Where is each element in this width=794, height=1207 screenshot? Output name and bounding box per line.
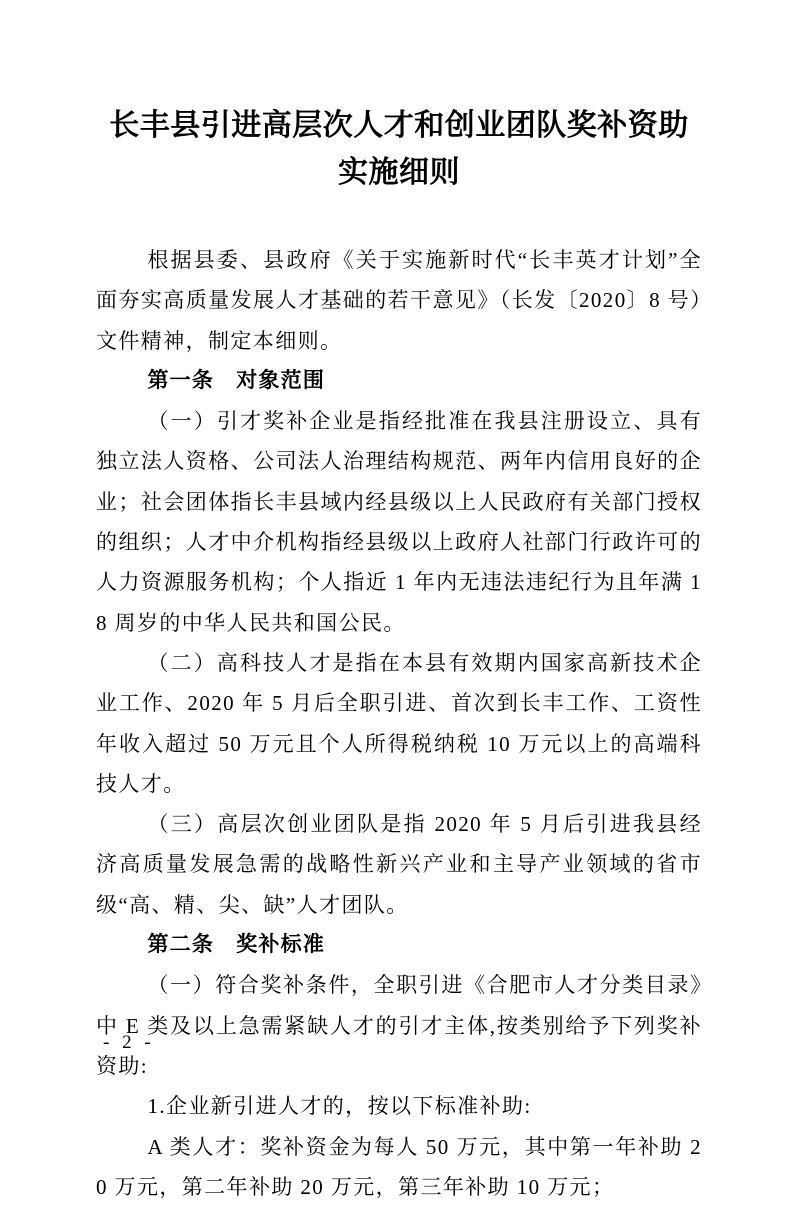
- paragraph: （二）高科技人才是指在本县有效期内国家高新技术企业工作、2020 年 5 月后全职引进、首次到长丰工作、工资性年收入超过 50 万元且个人所得税纳税 10 万元以上的高端科技人才。: [96, 650, 702, 796]
- paragraph: 1.企业新引进人才的，按以下标准补助:: [147, 1094, 532, 1119]
- section-heading: 第一条 对象范围: [147, 368, 326, 392]
- document-title: [96, 102, 702, 196]
- paragraph: （一）引才奖补企业是指经批准在我县注册设立、具有独立法人资格、公司法人治理结构规范、两年内信用良好的企业；社会团体指长丰县域内经县级以上人民政府有关部门授权的组织；人才中介机构指经县级以上政府人社部门行政许可的人力资源服务机构；个人指近 1 年内无违法违纪行为且年满 18 周岁的中华人民共和国公民。: [96, 409, 702, 635]
- paragraph: （一）符合奖补条件，全职引进《合肥市人才分类目录》中 E 类及以上急需紧缺人才的引才主体,按类别给予下列奖补资助:: [96, 973, 702, 1078]
- document-body: [96, 240, 702, 1207]
- section-heading: 第二条 奖补标准: [147, 933, 326, 957]
- page-number: - 2 -: [103, 1032, 155, 1053]
- document-title-line-1: 长丰县引进高层次人才和创业团队奖补资助: [109, 109, 689, 142]
- paragraph: （三）高层次创业团队是指 2020 年 5 月后引进我县经济高质量发展急需的战略性新兴产业和主导产业领域的省市级“高、精、尖、缺”人才团队。: [96, 812, 702, 917]
- paragraph: A 类人才：奖补资金为每人 50 万元，其中第一年补助 20 万元，第二年补助 20 万元，第三年补助 10 万元；: [96, 1134, 702, 1199]
- document-title-line-2: 实施细则: [338, 156, 460, 189]
- document-content: [96, 102, 702, 1207]
- paragraph: 根据县委、县政府《关于实施新时代“长丰英才计划”全面夯实高质量发展人才基础的若干意见》（长发〔2020〕8 号）文件精神，制定本细则。: [96, 248, 702, 353]
